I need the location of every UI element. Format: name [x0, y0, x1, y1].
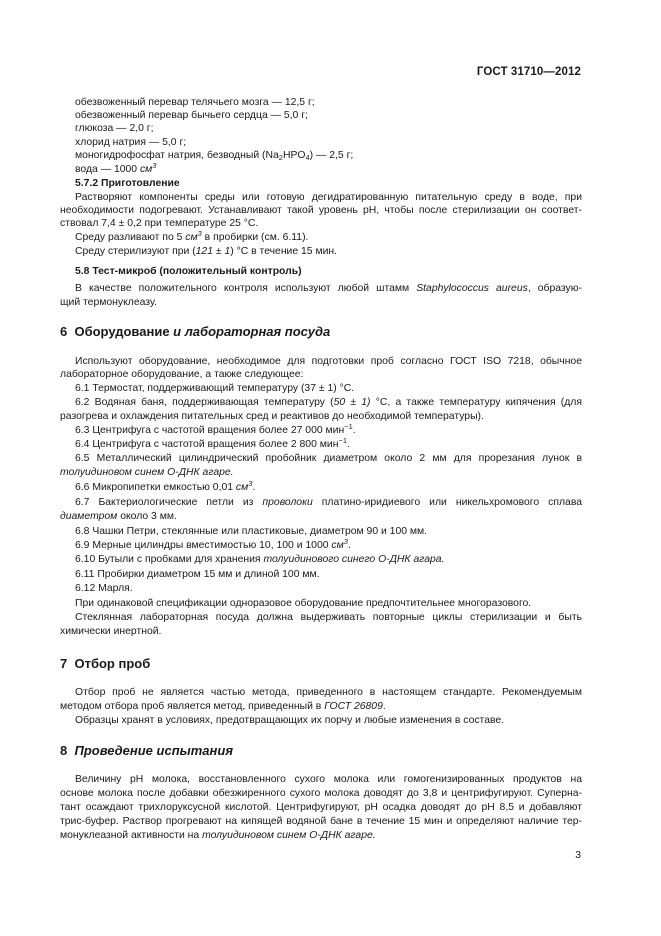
- paragraph-line: основе молока после добавки обезжиренного сухого молока доводят до 3,8 и центрифугируют. Суперна-: [60, 788, 582, 799]
- paragraph-line: методом отбора проб является метод, приведенный в ГОСТ 26809.: [60, 701, 386, 712]
- paragraph-line: химически инертной.: [60, 626, 162, 637]
- paragraph-line: трис-буфер. Раствор прогревают на кипящей водяной бане в течение 15 мин и определяют наличие тер-: [60, 816, 582, 827]
- paragraph-line: щий термонуклеазу.: [60, 297, 157, 308]
- equipment-item: 6.5 Металлический цилиндрический пробойник диаметром около 2 мм для прорезания лунок в: [75, 453, 582, 464]
- paragraph-line: Величину pH молока, восстановленного сухого молока или гомогенизированных продуктов на: [75, 774, 582, 785]
- paragraph-line: Используют оборудование, необходимое для подготовки проб согласно ГОСТ ISO 7218, обычное: [75, 356, 582, 367]
- paragraph-line: разогрева и охлаждения питательных сред и реактивов до необходимой температуры).: [60, 411, 484, 422]
- composition-line: обезвоженный перевар телячьего мозга — 12,5 г;: [75, 97, 315, 108]
- composition-line: вода — 1000 $см^3$: [75, 161, 157, 175]
- equipment-item: 6.4 Центрифуга с частотой вращения более 2 800 мин$^{-1}$.: [75, 436, 350, 450]
- paragraph-line: ствовал 7,4 ± 0,2 при температуре 25 °С.: [60, 218, 259, 229]
- paragraph-line: тант осаждают трихлоруксусной кислотой. Центрифугируют, pH осадка доводят до pH 8,5 и добавляют: [60, 802, 582, 813]
- section-heading: 8 Проведение испытания: [60, 743, 233, 758]
- paragraph-line: При одинаковой спецификации одноразовое оборудование предпочтительнее многоразового.: [75, 598, 532, 609]
- composition-line: глюкоза — 2,0 г;: [75, 123, 154, 134]
- paragraph-line: Среду разливают по 5 $см^3$ в пробирки (см. 6.11).: [75, 229, 309, 243]
- paragraph-line: Растворяют компоненты среды или готовую дегидратированную питательную среду в воде, при: [75, 192, 582, 203]
- equipment-item: 6.12 Марля.: [75, 583, 133, 594]
- paragraph-line: Отбор проб не является частью метода, приведенного в настоящем стандарте. Рекомендуемым: [75, 687, 582, 698]
- section-heading: 7 Отбор проб: [60, 656, 151, 671]
- page-number: 3: [575, 850, 581, 861]
- section-heading: 6 Оборудование и лабораторная посуда: [60, 324, 331, 339]
- composition-line: обезвоженный перевар бычьего сердца — 5,0 г;: [75, 110, 308, 121]
- paragraph-line: Образцы хранят в условиях, предотвращающих их порчу и любые изменения в составе.: [75, 715, 505, 726]
- paragraph-line: необходимости подогревают. Устанавливают такой уровень pH, чтобы после стерилизации он соответ-: [60, 205, 582, 216]
- equipment-item: 6.8 Чашки Петри, стеклянные или пластиковые, диаметром 90 и 100 мм.: [75, 526, 428, 537]
- equipment-item: 6.11 Пробирки диаметром 15 мм и длиной 100 мм.: [75, 569, 320, 580]
- paragraph-line: Среду стерилизуют при (121 ± 1) °С в течение 15 мин.: [75, 246, 338, 257]
- paragraph-line: лабораторное оборудование, а также следующее:: [60, 369, 304, 380]
- subsection-title: 5.7.2 Приготовление: [75, 178, 180, 189]
- equipment-item: 6.6 Микропипетки емкостью 0,01 $см^3$.: [75, 479, 256, 493]
- equipment-item: 6.2 Водяная баня, поддерживающая температуру (50 ± 1) °С, а также температуру кипячения (для: [75, 397, 582, 408]
- subsection-title: 5.8 Тест-микроб (положительный контроль): [75, 266, 302, 277]
- paragraph-line: толуидиновом синем О-ДНК агаре.: [60, 467, 234, 478]
- composition-line: моногидрофосфат натрия, безводный $(Na_2HPO_4)$ — 2,5 г;: [75, 150, 354, 162]
- paragraph-line: монуклеазной активности на толуидиновом синем О-ДНК агаре.: [60, 830, 376, 841]
- equipment-item: 6.7 Бактериологические петли из проволоки платино-иридиевого или никельхромового сплава: [75, 497, 583, 508]
- equipment-item: 6.1 Термостат, поддерживающий температуру (37 ± 1) °С.: [75, 383, 355, 394]
- standard-id-header: ГОСТ 31710—2012: [476, 66, 581, 78]
- composition-line: хлорид натрия — 5,0 г;: [75, 137, 187, 148]
- equipment-item: 6.10 Бутыли с пробками для хранения толуидинового синего О-ДНК агара.: [75, 554, 445, 565]
- equipment-item: 6.9 Мерные цилиндры вместимостью 10, 100 и 1000 $см^3$.: [75, 537, 351, 551]
- paragraph-line: В качестве положительного контроля используют любой штамм Staphylococcus aureus, образую-: [75, 283, 583, 294]
- equipment-item: 6.3 Центрифуга с частотой вращения более 27 000 мин$^{-1}$.: [75, 422, 356, 436]
- paragraph-line: Стеклянная лабораторная посуда должна выдерживать повторные циклы стерилизации и быть: [75, 612, 582, 623]
- paragraph-line: диаметром около 3 мм.: [60, 511, 177, 522]
